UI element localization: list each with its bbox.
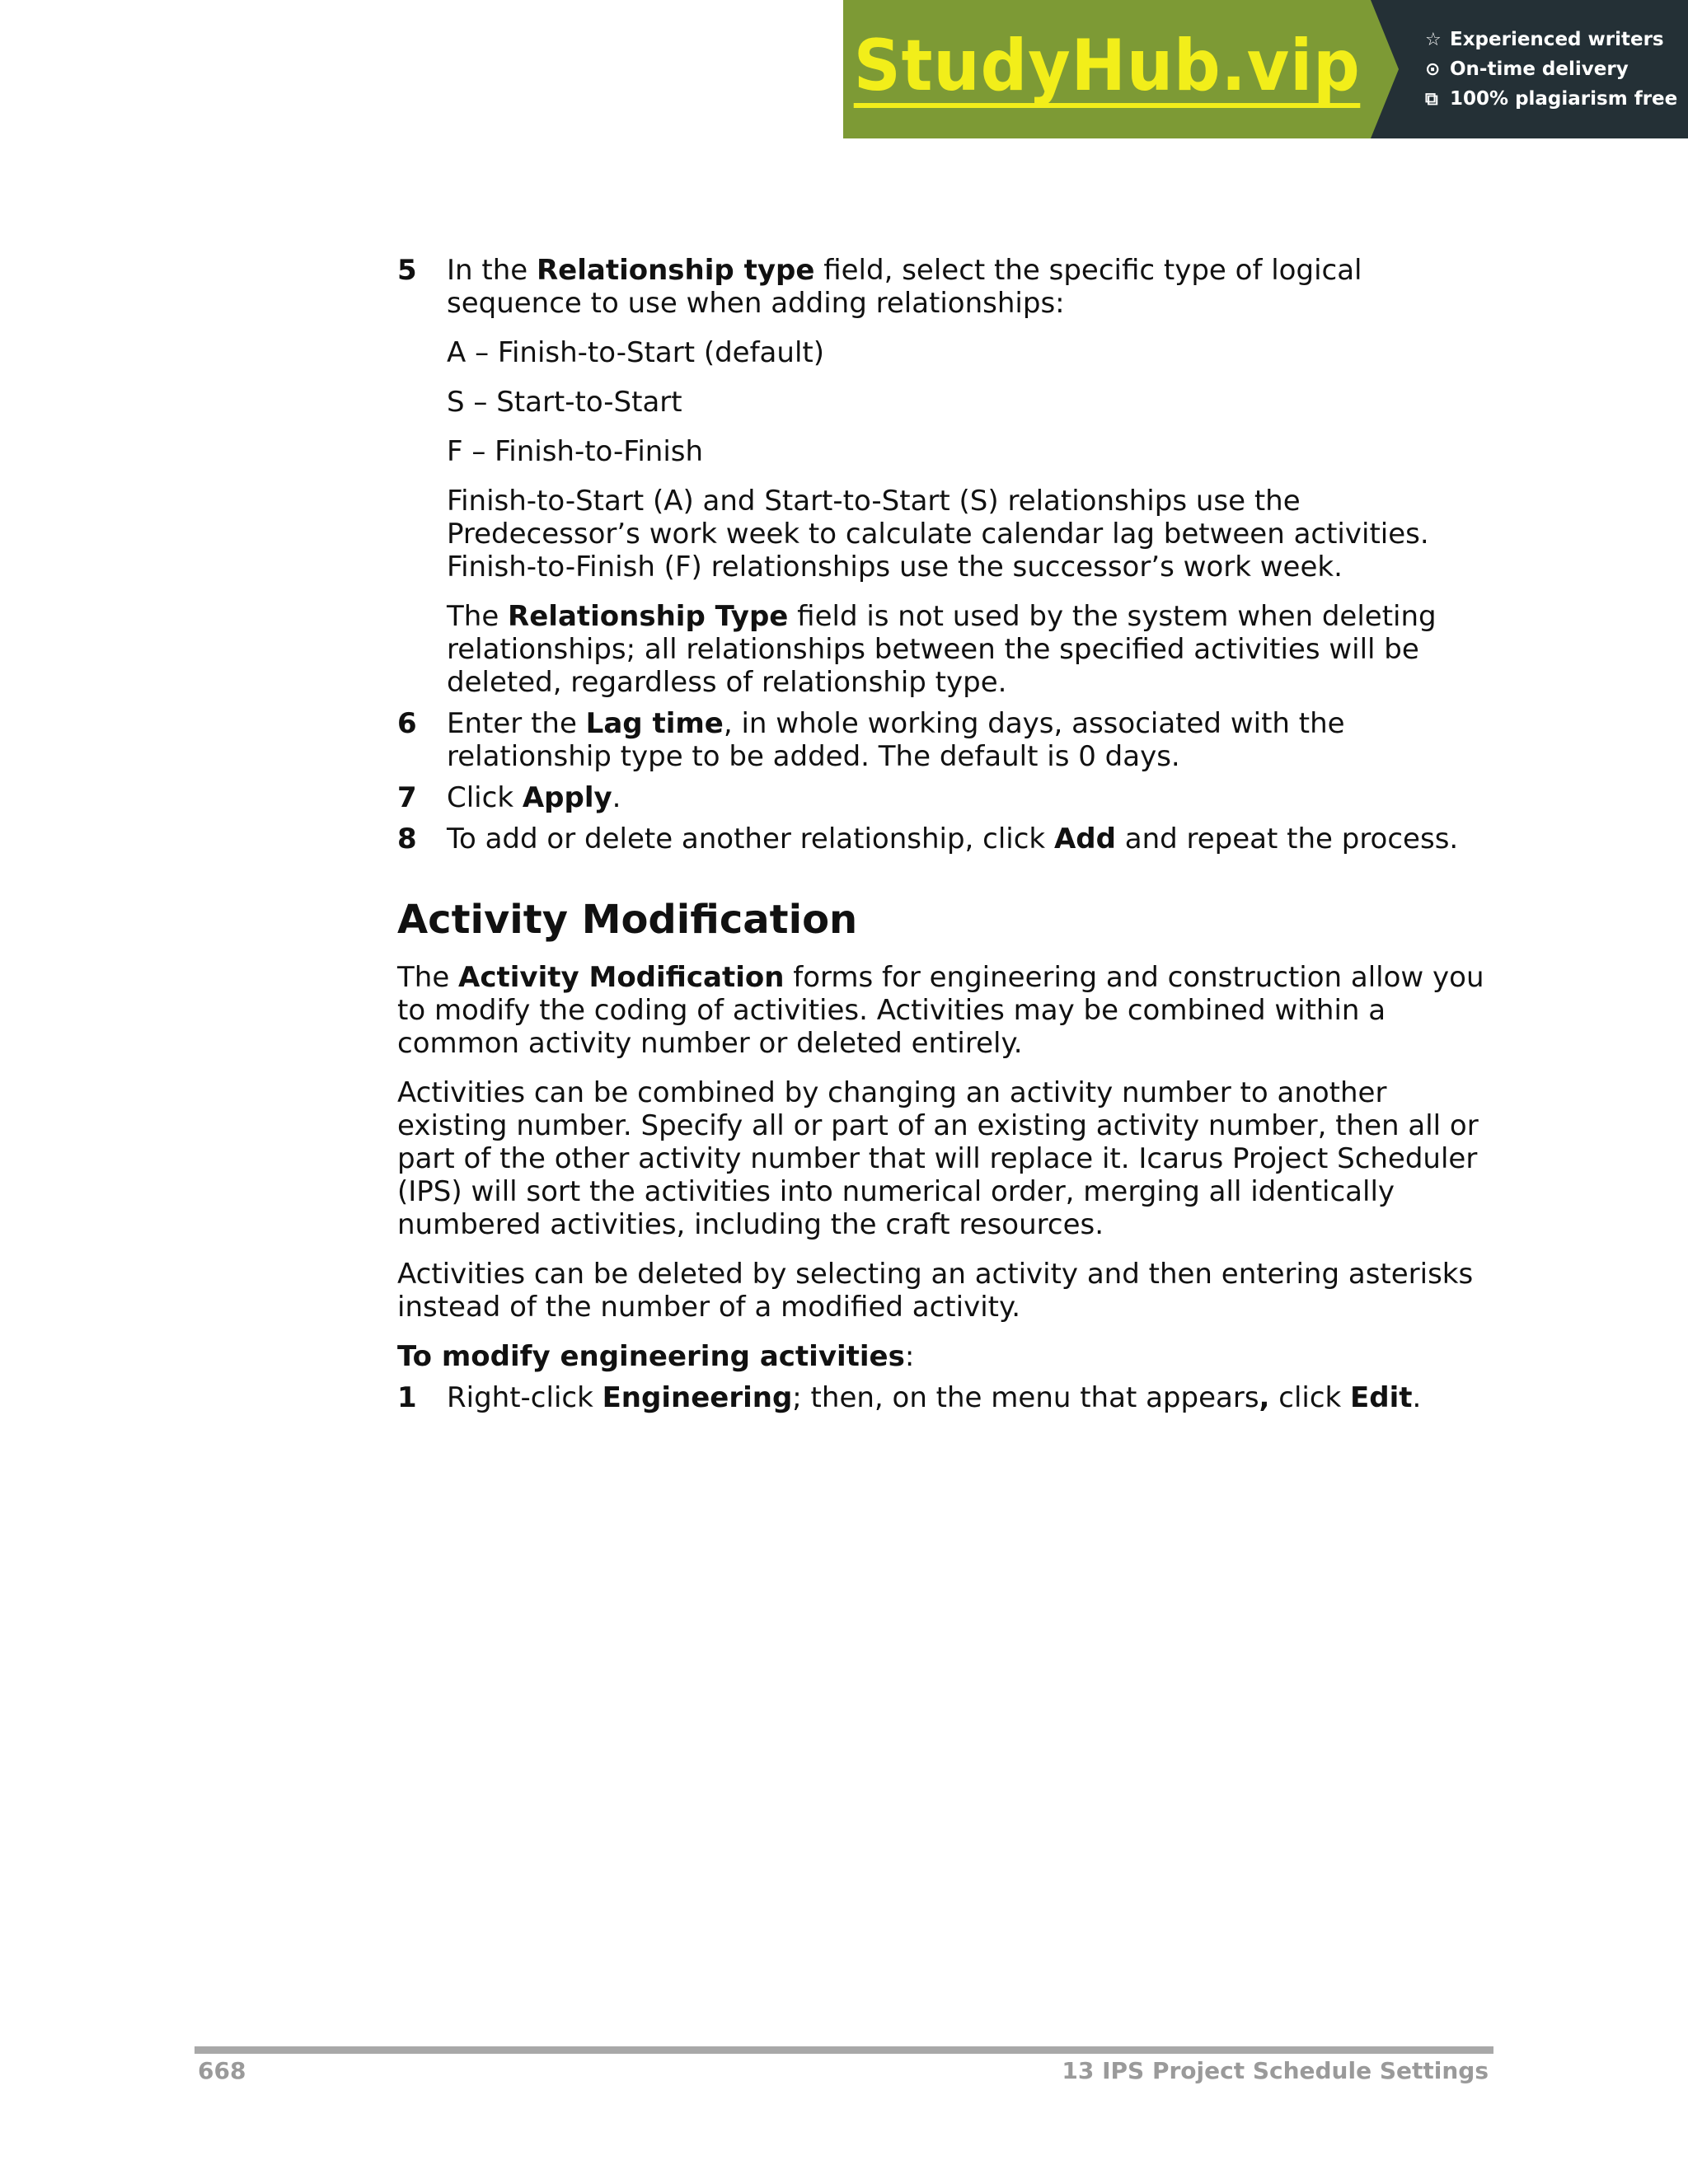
studyhub-logo[interactable] (843, 0, 1371, 138)
step-text (447, 254, 1493, 320)
text: Click (447, 781, 523, 814)
text: field, select the specific type of logical sequence to use when adding relationships: (447, 254, 1362, 320)
text: field is not used by the system when deleting relationships; all relationships between the specified activities will be deleted, regardless of relationship type. (447, 600, 1437, 699)
step-number: 7 (397, 781, 417, 814)
step-text (447, 707, 1493, 773)
ui-term: Edit (1350, 1381, 1413, 1414)
paragraph (397, 961, 1493, 1060)
banner-feature (1425, 29, 1688, 50)
text: ; then, on the menu that appears (792, 1381, 1259, 1414)
text: Right-click (447, 1381, 603, 1414)
text: forms for engineering and construction allow you to modify the coding of activities. Activities may be combined within a common activity number or deleted entirely. (397, 961, 1484, 1060)
logo-text: StudyHub.vip (853, 25, 1361, 107)
text: Enter the (447, 707, 586, 740)
step-6 (397, 707, 1493, 773)
step-number: 8 (397, 823, 417, 855)
option-s: S – Start-to-Start (447, 386, 682, 419)
text: In the (447, 254, 537, 287)
text: , in whole working days, associated with the relationship type to be added. The default is 0 days. (447, 707, 1345, 773)
star-icon: ☆ (1425, 29, 1442, 50)
ui-term: Add (1053, 823, 1116, 855)
step-text (447, 1381, 1493, 1414)
procedure-title (397, 1340, 1493, 1373)
option-f: F – Finish-to-Finish (447, 435, 704, 468)
text: To add or delete another relationship, click (447, 823, 1054, 855)
step-text (447, 781, 1493, 814)
step-7 (397, 781, 1493, 814)
feature-text: 100% plagiarism free (1450, 88, 1678, 110)
text: The (397, 961, 459, 994)
step-5 (397, 254, 1493, 699)
chapter-title: 13 IPS Project Schedule Settings (1062, 2057, 1489, 2084)
ui-term: Relationship Type (508, 600, 789, 633)
text: . (1412, 1381, 1422, 1414)
step-8 (397, 823, 1493, 855)
ui-term: Activity Modification (458, 961, 785, 994)
text: click (1269, 1381, 1351, 1414)
ui-term: Lag time (585, 707, 724, 740)
paragraph: Activities can be combined by changing an activity number to another existing number. Specify all or part of an existing activity number, then all or part of the other activity number that will replace it. Icarus Project Scheduler (IPS) will sort the activities into numerical order, merging all identically numbered activities, including the craft resources. (397, 1076, 1479, 1241)
step-number: 1 (397, 1381, 417, 1414)
text: The (447, 600, 509, 633)
banner-feature (1425, 88, 1688, 110)
copy-icon: ⧉ (1425, 88, 1438, 110)
text: : (904, 1340, 915, 1373)
ui-term: Engineering (602, 1381, 793, 1414)
step-number: 5 (397, 254, 417, 287)
feature-text: On-time delivery (1450, 59, 1629, 80)
note-paragraph (447, 600, 1493, 699)
ui-term: Relationship type (537, 254, 815, 287)
feature-text: Experienced writers (1450, 29, 1664, 50)
footer-divider (195, 2046, 1493, 2054)
section-heading: Activity Modification (397, 897, 858, 943)
ui-term: Apply (522, 781, 612, 814)
text: , (1259, 1381, 1270, 1414)
step-1 (397, 1381, 1493, 1414)
text: . (612, 781, 621, 814)
procedure-label: To modify engineering activities (397, 1340, 905, 1373)
step-number: 6 (397, 707, 417, 740)
option-a: A – Finish-to-Start (default) (447, 336, 824, 369)
clock-icon: ⊙ (1425, 59, 1441, 80)
banner-feature (1425, 59, 1688, 80)
banner-features (1371, 0, 1688, 138)
page-number: 668 (198, 2057, 246, 2084)
document-body (397, 254, 1493, 1422)
ad-banner[interactable] (843, 0, 1688, 138)
step-text (447, 823, 1493, 855)
text: and repeat the process. (1115, 823, 1459, 855)
paragraph: Activities can be deleted by selecting an activity and then entering asterisks instead of the number of a modified activity. (397, 1258, 1474, 1324)
note-paragraph: Finish-to-Start (A) and Start-to-Start (S) relationships use the Predecessor’s work week to calculate calendar lag between activities. Finish-to-Finish (F) relationships use the successor’s work week. (447, 485, 1429, 583)
